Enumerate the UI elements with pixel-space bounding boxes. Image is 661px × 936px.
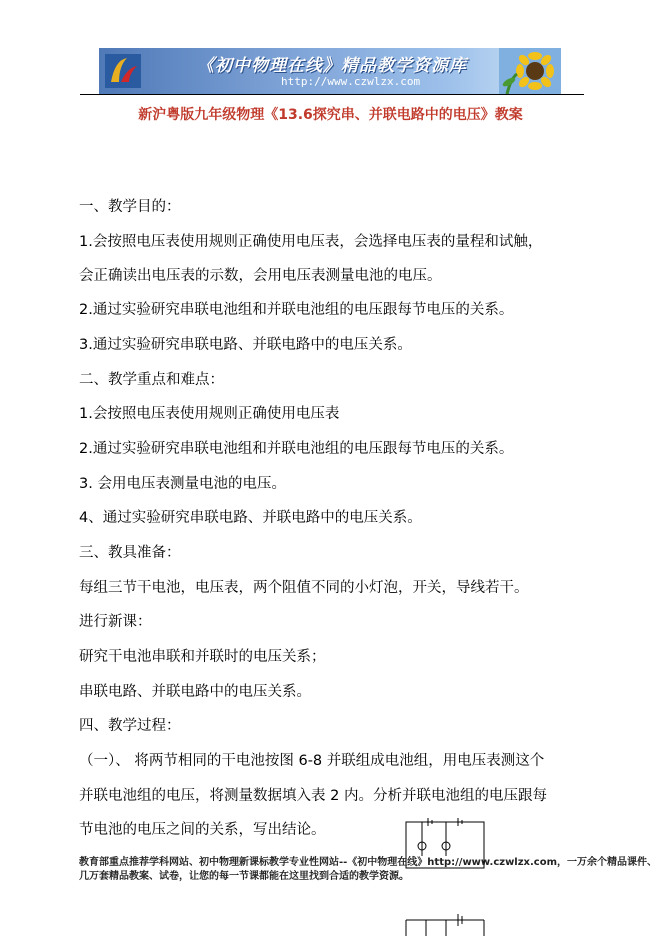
paragraph-line: 3. 会用电压表测量电池的电压。 xyxy=(79,476,286,492)
paragraph-line: 1.会按照电压表使用规则正确使用电压表 xyxy=(79,406,340,422)
section-heading-process: 四、教学过程： xyxy=(79,718,181,734)
paragraph-line: 会正确读出电压表的示数，会用电压表测量电池的电压。 xyxy=(79,268,442,284)
header-rule xyxy=(80,94,584,95)
circuit-diagram-icon xyxy=(402,912,488,936)
paragraph-line: 2.通过实验研究串联电池组和并联电池组的电压跟每节电压的关系。 xyxy=(79,302,514,318)
paragraph-line: 1.会按照电压表使用规则正确使用电压表，会选择电压表的量程和试触， xyxy=(79,234,543,250)
paragraph-line: 串联电路、并联电路中的电压关系。 xyxy=(79,684,311,700)
paragraph-line: 每组三节干电池，电压表，两个阻值不同的小灯泡，开关，导线若干。 xyxy=(79,580,529,596)
paragraph-line: 4、通过实验研究串联电路、并联电路中的电压关系。 xyxy=(79,510,422,526)
site-name: 《初中物理在线》精品教学资源库 xyxy=(197,56,467,76)
paragraph-line: 2.通过实验研究串联电池组和并联电池组的电压跟每节电压的关系。 xyxy=(79,441,514,457)
footer-line: 教育部重点推荐学科网站、初中物理新课标教学专业性网站--《初中物理在线》http://www.czwlzx.com，一万余个精品课件、 xyxy=(79,857,658,868)
document-title: 新沪粤版九年级物理《13.6探究串、并联电路中的电压》教案 xyxy=(138,107,523,123)
paragraph-line: 研究干电池串联和并联时的电压关系； xyxy=(79,649,326,665)
paragraph-line: （一）、 将两节相同的干电池按图 6-8 并联组成电池组，用电压表测这个 xyxy=(79,753,545,769)
paragraph-line: 并联电池组的电压，将测量数据填入表 2 内。分析并联电池组的电压跟每 xyxy=(79,788,547,804)
paragraph-line: 进行新课： xyxy=(79,614,152,630)
paragraph-line: 3.通过实验研究串联电路、并联电路中的电压关系。 xyxy=(79,337,412,353)
paragraph-line: 节电池的电压之间的关系，写出结论。 xyxy=(79,822,326,838)
site-url: http://www.czwlzx.com xyxy=(281,75,421,88)
section-heading-key-points: 二、教学重点和难点： xyxy=(79,372,224,388)
header-banner xyxy=(99,48,561,94)
footer-line: 几万套精品教案、试卷，让您的每一节课都能在这里找到合适的教学资源。 xyxy=(79,871,409,882)
section-heading-objectives: 一、教学目的： xyxy=(79,199,181,215)
sunflower-icon xyxy=(499,48,561,94)
section-heading-materials: 三、教具准备： xyxy=(79,545,181,561)
site-logo-icon xyxy=(105,54,141,88)
